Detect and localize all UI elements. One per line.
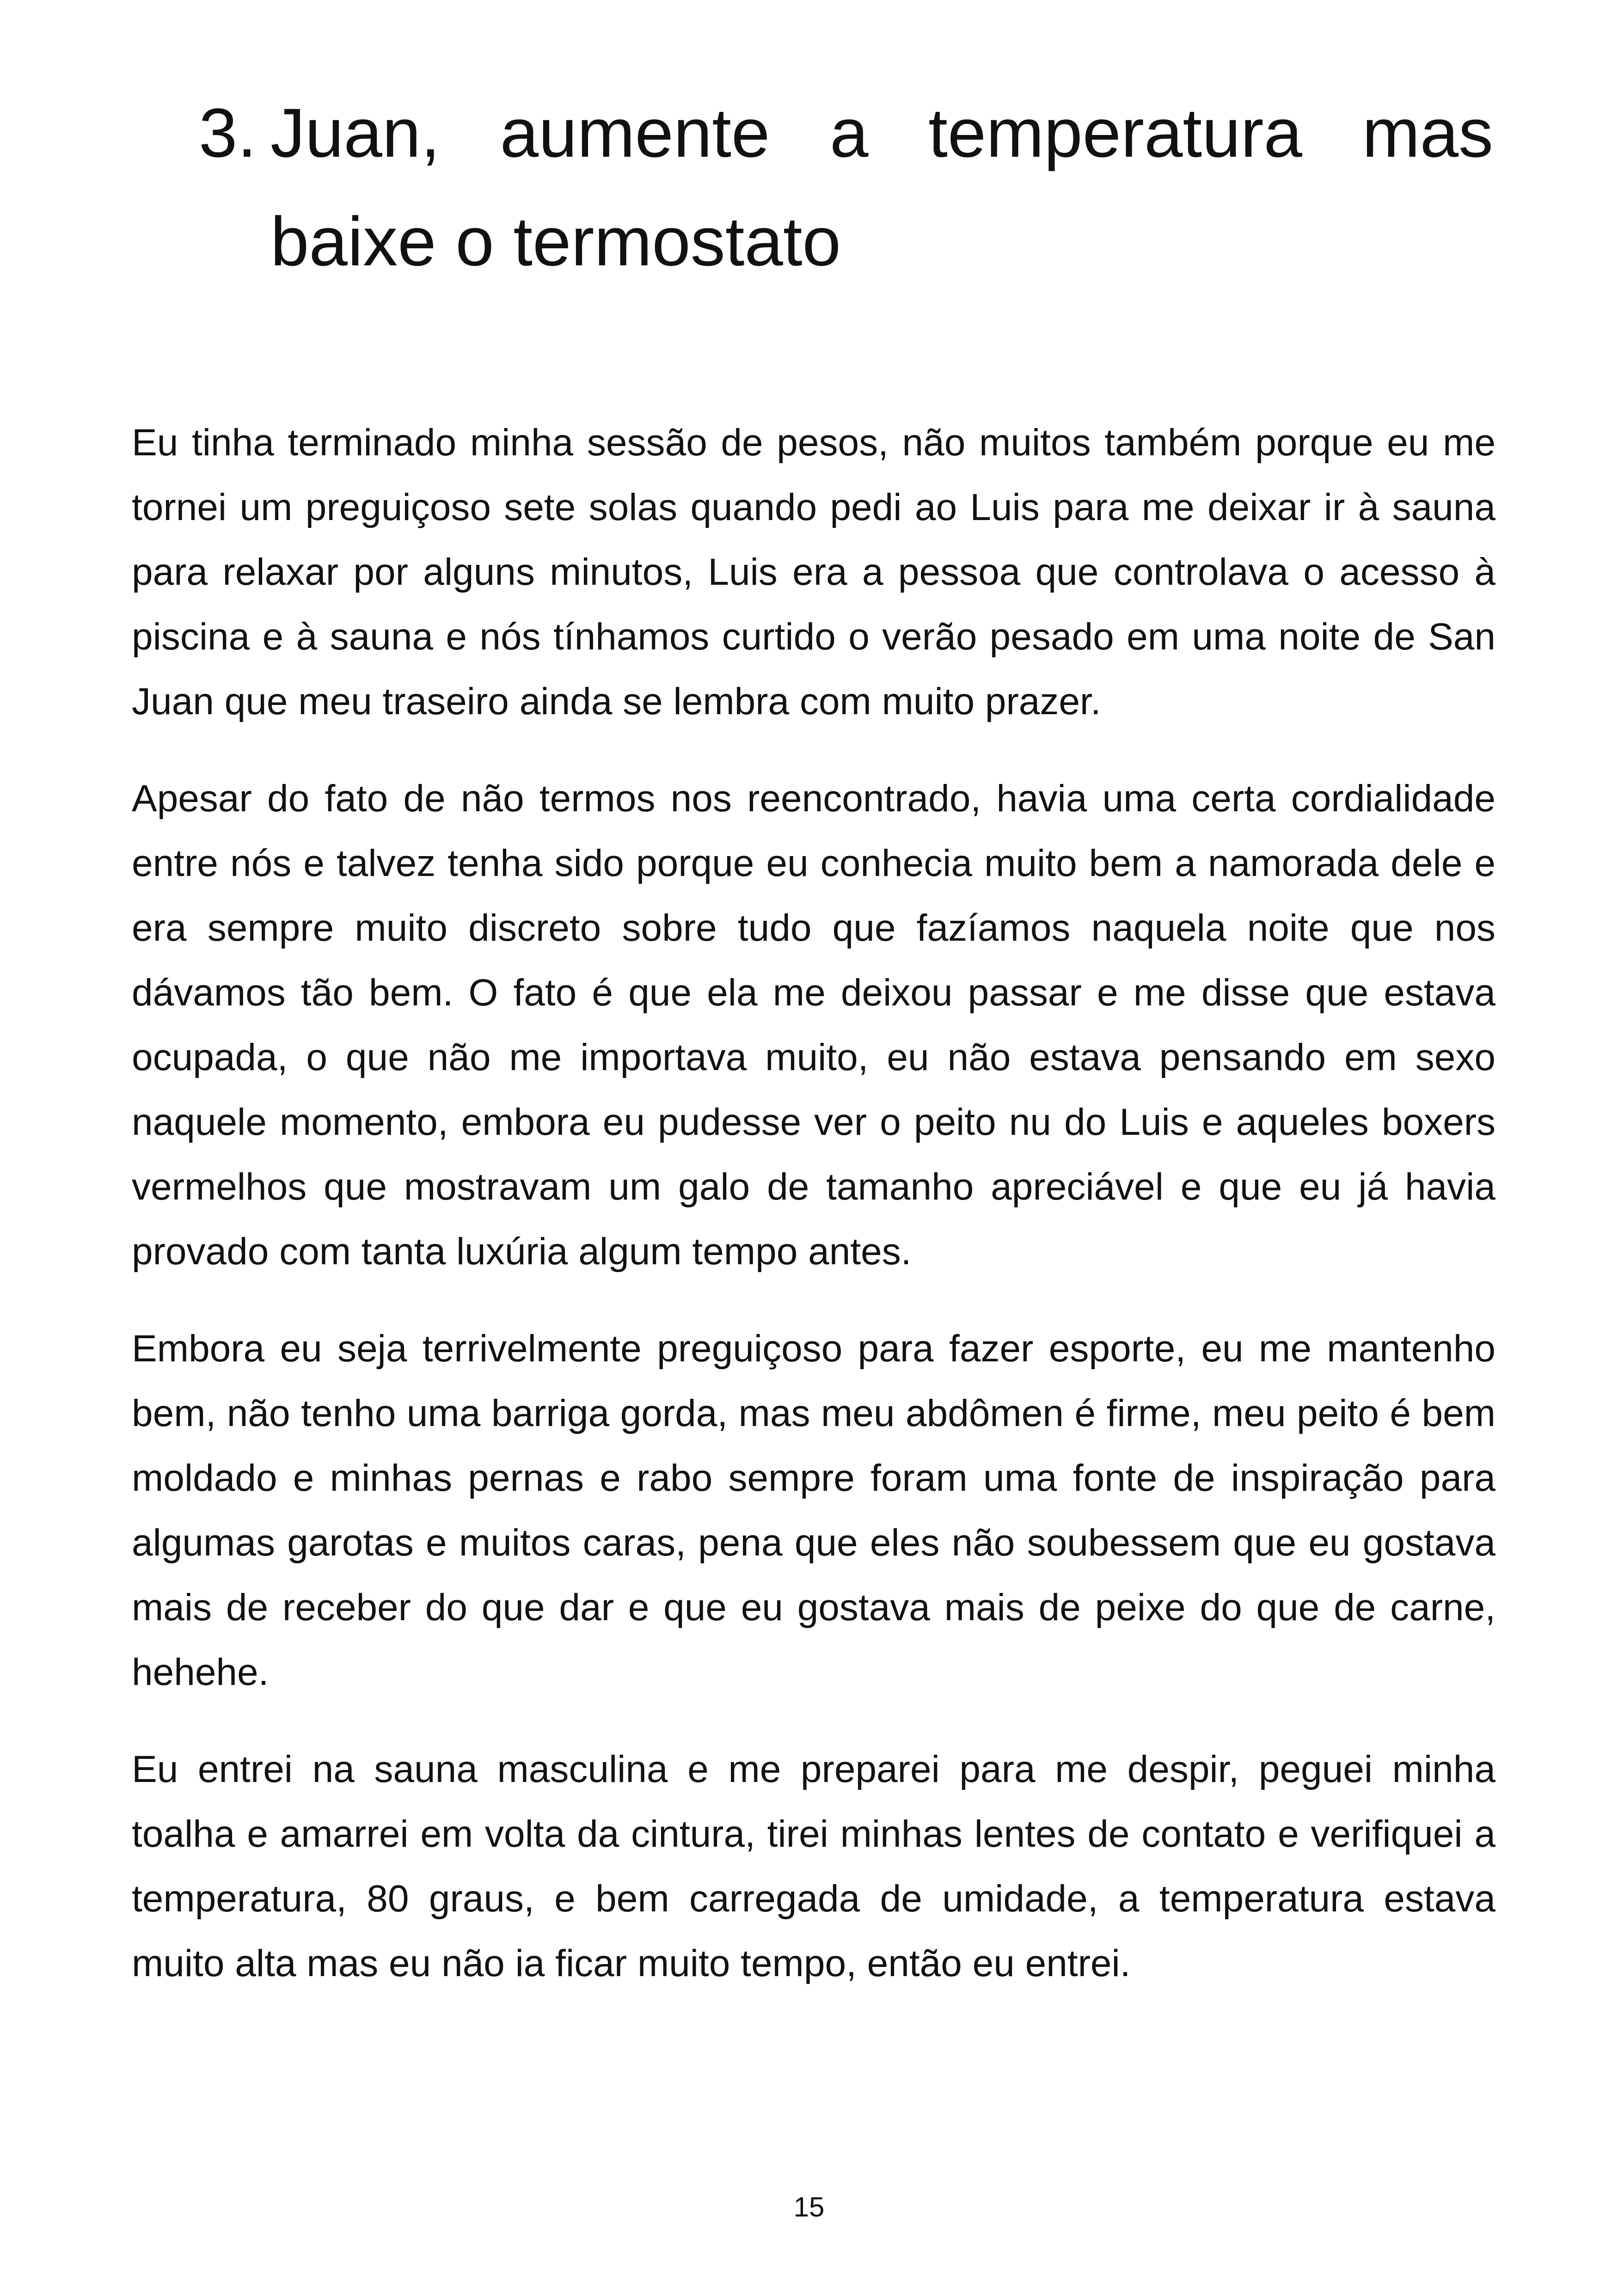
chapter-body — [132, 410, 1495, 2028]
paragraph: Apesar do fato de não termos nos reencontrado, havia uma certa cordialidade entre nós e talvez tenha sido porque eu conhecia muito bem a namorada dele e era sempre muito discreto sobre tudo que fazíamos naquela noite que nos dávamos tão bem. O fato é que ela me deixou passar e me disse que estava ocupada, o que não me importava muito, eu não estava pensando em sexo naquele momento, embora eu pudesse ver o peito nu do Luis e aqueles boxers vermelhos que mostravam um galo de tamanho apreciável e que eu já havia provado com tanta luxúria algum tempo antes. — [132, 778, 1495, 1273]
paragraph: Eu entrei na sauna masculina e me preparei para me despir, peguei minha toalha e amarrei em volta da cintura, tirei minhas lentes de contato e verifiquei a temperatura, 80 graus, e bem carregada de umidade, a temperatura estava muito alta mas eu não ia ficar muito tempo, então eu entrei. — [132, 1748, 1495, 1984]
paragraph: Eu tinha terminado minha sessão de pesos, não muitos também porque eu me tornei um preguiçoso sete solas quando pedi ao Luis para me deixar ir à sauna para relaxar por alguns minutos, Luis era a pessoa que controlava o acesso à piscina e à sauna e nós tínhamos curtido o verão pesado em uma noite de San Juan que meu traseiro ainda se lembra com muito prazer. — [132, 422, 1495, 722]
chapter-heading — [199, 79, 1493, 296]
chapter-number: 3. — [199, 94, 257, 171]
paragraph: Embora eu seja terrivelmente preguiçoso para fazer esporte, eu me mantenho bem, não tenho uma barriga gorda, mas meu abdômen é firme, meu peito é bem moldado e minhas pernas e rabo sempre foram uma fonte de inspiração para algumas garotas e muitos caras, pena que eles não soubessem que eu gostava mais de receber do que dar e que eu gostava mais de peixe do que de carne, hehehe. — [132, 1328, 1495, 1693]
page-number: 15 — [793, 2192, 825, 2223]
chapter-title: Juan, aumente a temperatura mas baixe o termostato — [270, 94, 1493, 280]
